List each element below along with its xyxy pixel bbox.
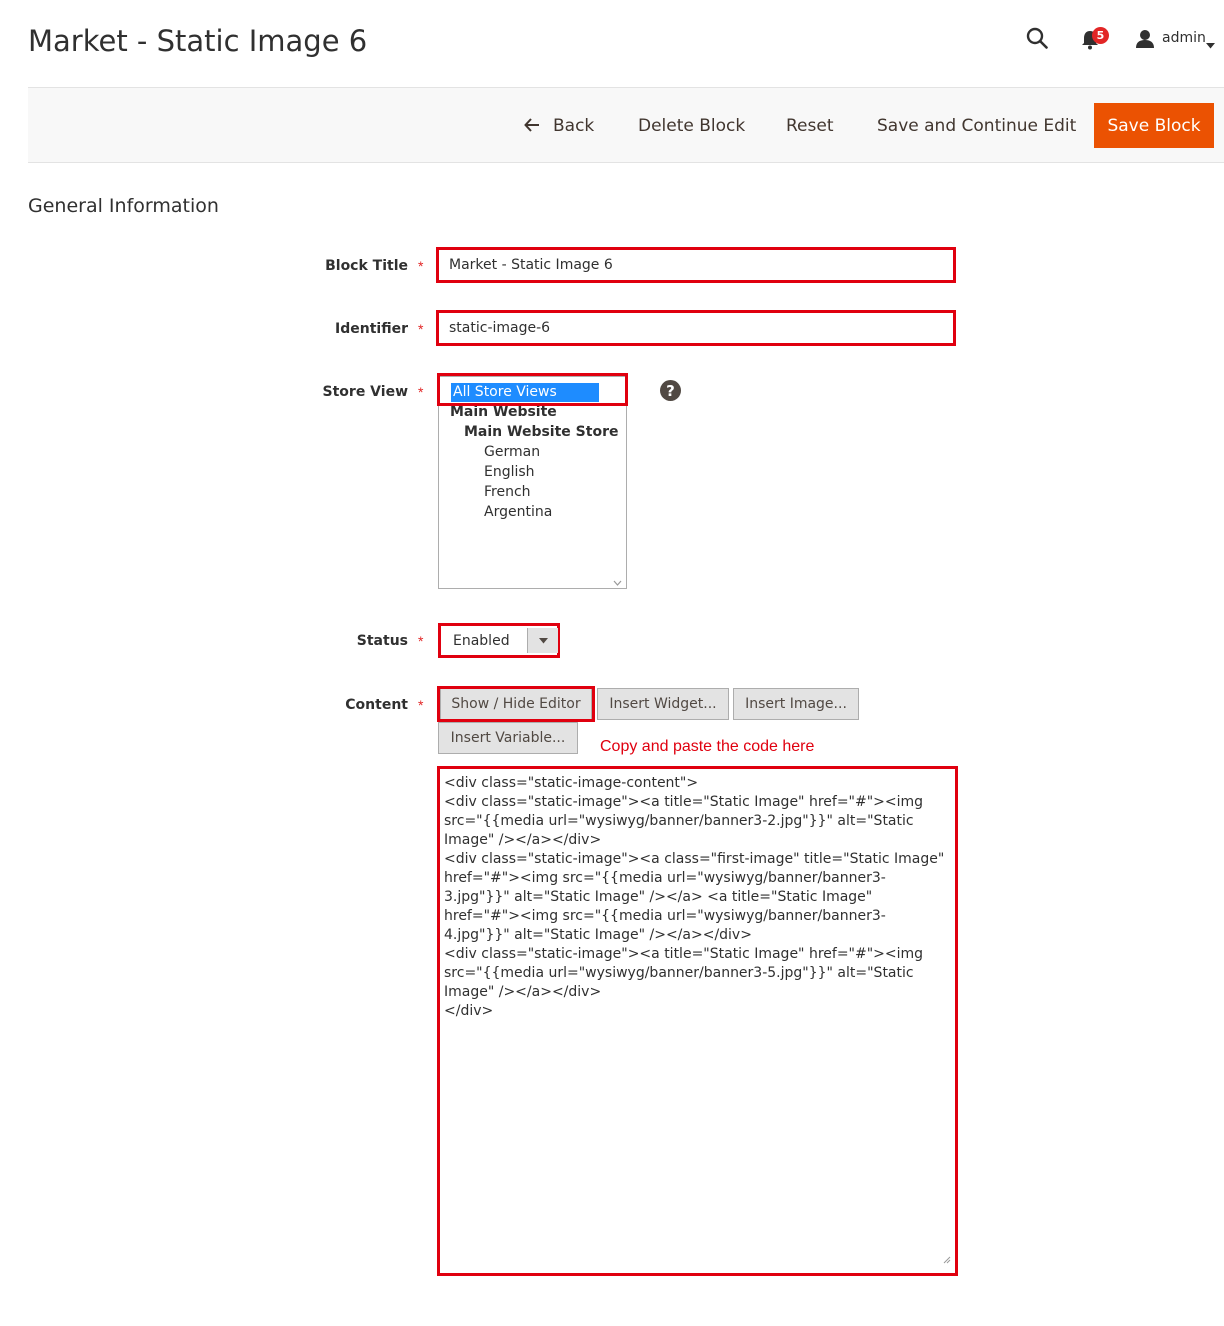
insert-image-button[interactable]: Insert Image...: [733, 688, 859, 720]
chevron-down-icon[interactable]: [527, 628, 558, 653]
store-view-label: Store View: [322, 384, 408, 400]
user-name[interactable]: admin: [1162, 30, 1206, 46]
delete-block-button[interactable]: Delete Block: [638, 116, 746, 136]
required-marker: *: [418, 258, 424, 274]
required-marker: *: [418, 321, 424, 337]
back-button[interactable]: Back: [553, 116, 595, 136]
arrow-left-icon[interactable]: [524, 118, 540, 137]
chevron-down-icon[interactable]: [1206, 36, 1215, 54]
store-option-english[interactable]: English: [484, 464, 535, 480]
block-title-input[interactable]: Market - Static Image 6: [436, 247, 956, 283]
save-and-continue-button[interactable]: Save and Continue Edit: [877, 116, 1077, 136]
save-block-button[interactable]: Save Block: [1094, 103, 1214, 148]
help-icon[interactable]: ?: [660, 380, 681, 401]
store-option-main-website[interactable]: Main Website: [450, 404, 557, 420]
store-option-main-website-store[interactable]: Main Website Store: [464, 424, 619, 440]
notification-count-badge[interactable]: 5: [1092, 27, 1109, 44]
insert-widget-button[interactable]: Insert Widget...: [597, 688, 729, 720]
page-title: Market - Static Image 6: [28, 24, 368, 58]
required-marker: *: [418, 384, 424, 400]
status-label: Status: [356, 633, 408, 649]
store-option-german[interactable]: German: [484, 444, 541, 460]
search-icon[interactable]: [1025, 26, 1049, 50]
status-select-value: Enabled: [453, 633, 510, 649]
scroll-down-icon[interactable]: [613, 573, 622, 591]
block-title-label: Block Title: [325, 258, 408, 274]
user-icon[interactable]: [1134, 28, 1156, 50]
content-code[interactable]: <div class="static-image-content"> <div class="static-image"><a title="Static Image" href="#"><img src="{{media url="wysiwyg/banner/banner3-2.jpg"}}" alt="Static Image" /></a></div> <div class="static-image"><a class="first-image" title="Static Image" href="#"><img src="{{media url="wysiwyg/banner/banner3-3.jpg"}}" alt="Static Image" /></a> <a title="Static Image" href="#"><img src="{{media url="wysiwyg/banner/banner3-4.jpg"}}" alt="Static Image" /></a></div> <div class="static-image"><a title="Static Image" href="#"><img src="{{media url="wysiwyg/banner/banner3-5.jpg"}}" alt="Static Image" /></a></div> </div>: [444, 775, 945, 1019]
insert-variable-button[interactable]: Insert Variable...: [438, 722, 578, 754]
store-view-multiselect[interactable]: [438, 376, 627, 589]
resize-handle-icon[interactable]: [943, 1251, 951, 1269]
content-label: Content: [345, 697, 408, 713]
show-hide-editor-button[interactable]: Show / Hide Editor: [440, 688, 592, 720]
store-option-french[interactable]: French: [484, 484, 531, 500]
status-select[interactable]: [438, 623, 560, 658]
store-option-argentina[interactable]: Argentina: [484, 504, 553, 520]
required-marker: *: [418, 633, 424, 649]
section-title: General Information: [28, 195, 219, 217]
identifier-input[interactable]: static-image-6: [436, 310, 956, 346]
required-marker: *: [418, 697, 424, 713]
store-option-all-store-views[interactable]: All Store Views: [451, 383, 599, 402]
instruction-note: Copy and paste the code here: [600, 738, 815, 755]
reset-button[interactable]: Reset: [786, 116, 834, 136]
content-textarea[interactable]: [437, 766, 958, 1276]
identifier-label: Identifier: [335, 321, 408, 337]
